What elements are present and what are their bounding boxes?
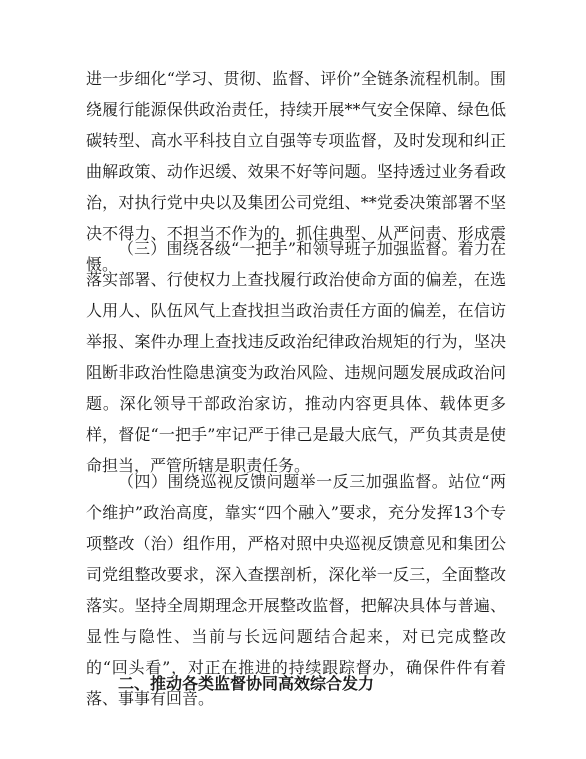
section-heading: 二、推动各类监督协同高效综合发力 [118, 674, 375, 693]
body-paragraph: （三）围绕各级“一把手”和领导班子加强监督。着力在落实部署、行使权力上查找履行政治使命方面的偏差，在选人用人、队伍风气上查找担当政治责任方面的偏差，在信访举报、案件办理上查找违反政治纪律政治规矩的行为，坚决阻断非政治性隐患演变为政治风险、违规问题发展成政治问题。深化领导干部政治家访，推动内容更具体、载体更多样，督促“一把手”牢记严于律己是最大底气，严负其责是使命担当，严管所辖是职责任务。 [86, 239, 506, 475]
body-paragraph: （四）围绕巡视反馈问题举一反三加强监督。站位“两个维护”政治高度，靠实“四个融入”要求，充分发挥13个专项整改（治）组作用，严格对照中央巡视反馈意见和集团公司党组整改要求，深入查摆剖析，深化举一反三，全面整改落实。坚持全周期理念开展整改监督，把解决具体与普遍、显性与隐性、当前与长远问题结合起来，对已完成整改的“回头看”，对正在推进的持续跟踪督办，确保件件有着落、事事有回音。 [86, 472, 506, 708]
body-paragraph: 进一步细化“学习、贯彻、监督、评价”全链条流程机制。围绕履行能源保供政治责任，持续开展**气安全保障、绿色低碳转型、高水平科技自立自强等专项监督，及时发现和纠正曲解政策、动作迟缓、效果不好等问题。坚持透过业务看政治，对执行党中央以及集团公司党组、**党委决策部署不坚决不得力、不担当不作为的，抓住典型、从严问责、形成震慑。 [86, 69, 506, 274]
